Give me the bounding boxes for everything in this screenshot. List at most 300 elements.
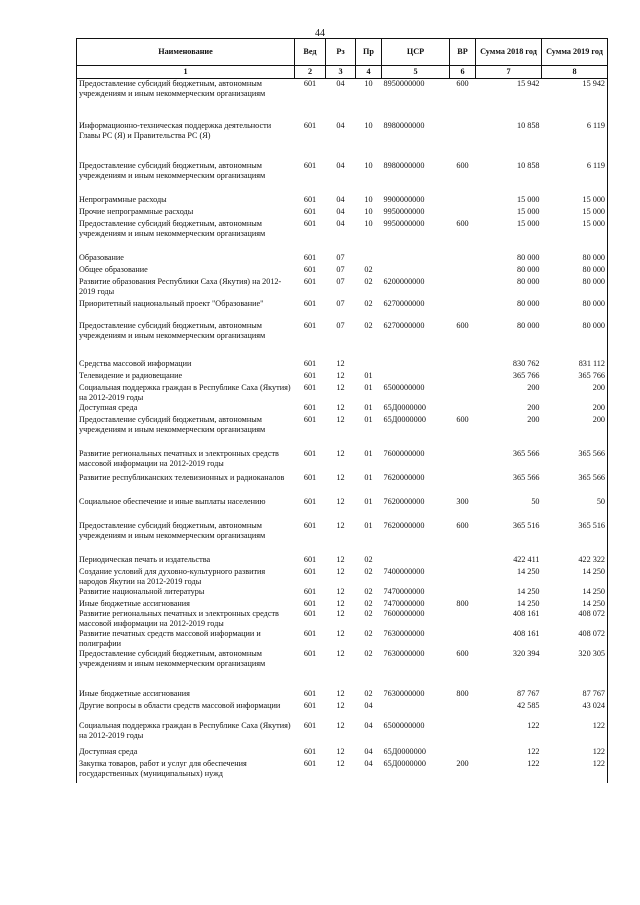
cell-sum-2019: 15 942 (582, 79, 605, 88)
cell-ved: 601 (303, 320, 317, 330)
cell-pr: 01 (364, 382, 373, 392)
cell-rz: 12 (336, 370, 345, 380)
cell-pr: 04 (364, 746, 373, 756)
table-row (77, 521, 608, 555)
cell-pr: 10 (364, 120, 373, 130)
cell-name: Информационно-техническая поддержка деятельности Главы РС (Я) и Правительства РС (Я) (79, 120, 272, 140)
cell-sum-2019: 200 (592, 402, 605, 412)
cell-sum-2019: 15 000 (582, 194, 605, 204)
table-row (77, 587, 608, 599)
cell-csr: 65Д0000000 (383, 402, 426, 412)
cell-vr (450, 747, 476, 759)
cell-sum-2018: 365 566 (512, 472, 540, 482)
cell-vr: 600 (456, 320, 469, 330)
cell-vr (450, 253, 476, 265)
cell-vr: 600 (456, 79, 469, 88)
cell-ved: 601 (303, 402, 317, 412)
cell-sum-2019: 365 566 (578, 472, 605, 482)
cell-name: Средства массовой информации (79, 358, 192, 368)
cell-sum-2018: 15 000 (516, 218, 540, 228)
cell-name: Предоставление субсидий бюджетным, автономным учреждениям и иным некоммерческим организациям (79, 160, 266, 180)
cell-name: Социальное обеспечение и иные выплаты населению (79, 496, 266, 506)
cell-ved: 601 (303, 648, 317, 658)
table-row (77, 649, 608, 689)
cell-sum-2019: 14 250 (582, 566, 605, 576)
cell-rz: 07 (336, 264, 345, 274)
cell-rz: 12 (336, 358, 345, 368)
cell-ved: 601 (303, 252, 317, 262)
table-header (77, 39, 608, 79)
cell-csr: 7470000000 (383, 586, 425, 596)
cell-csr: 6200000000 (383, 276, 425, 286)
cell-sum-2019: 15 000 (582, 218, 605, 228)
cell-sum-2019: 80 000 (582, 264, 605, 274)
cell-rz: 04 (336, 206, 345, 216)
cell-rz: 04 (336, 218, 345, 228)
cell-pr: 04 (364, 720, 373, 730)
cell-sum-2019: 87 767 (582, 688, 605, 698)
cell-sum-2018: 87 767 (516, 688, 540, 698)
cell-sum-2019: 200 (592, 414, 605, 424)
cell-ved: 601 (303, 264, 317, 274)
cell-ved: 601 (303, 160, 317, 170)
cell-rz: 12 (336, 746, 345, 756)
cell-csr: 65Д0000000 (383, 758, 426, 768)
cell-sum-2019: 408 072 (578, 608, 605, 618)
cell-name: Закупка товаров, работ и услуг для обеспечения государственных (муниципальных) нужд (79, 758, 247, 778)
cell-pr: 02 (364, 648, 373, 658)
cell-pr: 10 (364, 206, 373, 216)
cell-csr: 7620000000 (383, 520, 425, 530)
cell-sum-2018: 422 411 (513, 554, 540, 564)
cell-sum-2018: 14 250 (516, 598, 540, 608)
cell-vr (450, 609, 476, 629)
cell-csr: 7600000000 (383, 448, 425, 458)
cell-name: Создание условий для духовно-культурного развития народов Якутии на 2012-2019 годы (79, 566, 266, 586)
cell-ved: 601 (303, 120, 317, 130)
cell-rz: 12 (336, 520, 345, 530)
cell-sum-2019: 80 000 (582, 252, 605, 262)
cell-sum-2018: 408 161 (512, 628, 540, 638)
cell-csr: 65Д0000000 (383, 746, 426, 756)
cell-csr: 9950000000 (383, 206, 425, 216)
table-row (77, 747, 608, 759)
cell-csr (382, 253, 450, 265)
cell-vr: 600 (456, 218, 469, 228)
cell-sum-2018: 200 (527, 402, 540, 412)
cell-rz: 07 (336, 298, 345, 308)
cell-sum-2018: 320 394 (512, 648, 540, 658)
cell-pr: 01 (364, 448, 373, 458)
cell-csr: 6270000000 (383, 320, 425, 330)
cell-csr: 65Д0000000 (383, 414, 426, 424)
cell-sum-2019: 122 (592, 746, 605, 756)
cell-vr: 600 (456, 414, 469, 424)
cell-sum-2018: 122 (527, 758, 540, 768)
cell-vr (450, 555, 476, 567)
cell-ved: 601 (303, 370, 317, 380)
cell-csr (382, 371, 450, 383)
cell-pr: 02 (364, 598, 373, 608)
cell-sum-2019: 80 000 (582, 320, 605, 330)
cell-ved: 601 (303, 79, 317, 88)
cell-rz: 04 (336, 160, 345, 170)
cell-csr: 7630000000 (383, 648, 425, 658)
table-row (77, 359, 608, 371)
cell-ved: 601 (303, 566, 317, 576)
cell-sum-2019: 6 119 (586, 120, 605, 130)
cell-csr: 6270000000 (383, 298, 425, 308)
table-row (77, 599, 608, 609)
cell-vr (450, 371, 476, 383)
cell-pr: 02 (364, 554, 373, 564)
cell-name: Периодическая печать и издательства (79, 554, 211, 564)
cell-rz: 04 (336, 120, 345, 130)
cell-vr (450, 265, 476, 277)
cell-ved: 601 (303, 720, 317, 730)
cell-ved: 601 (303, 700, 317, 710)
cell-vr: 200 (456, 758, 469, 768)
cell-ved: 601 (303, 472, 317, 482)
cell-sum-2019: 50 (596, 496, 605, 506)
cell-ved: 601 (303, 448, 317, 458)
cell-sum-2018: 365 516 (512, 520, 540, 530)
header-rz: Рз (326, 39, 356, 66)
cell-name: Иные бюджетные ассигнования (79, 688, 190, 698)
cell-vr (450, 701, 476, 721)
table-row (77, 383, 608, 403)
cell-sum-2019: 365 516 (578, 520, 605, 530)
cell-pr: 01 (364, 520, 373, 530)
header-number: 2 (295, 66, 326, 79)
cell-csr: 7630000000 (383, 628, 425, 638)
header-number: 1 (77, 66, 295, 79)
cell-ved: 601 (303, 520, 317, 530)
cell-csr: 8980000000 (383, 160, 425, 170)
cell-sum-2018: 80 000 (516, 298, 540, 308)
header-number-row (77, 66, 608, 79)
cell-sum-2019: 365 766 (578, 370, 605, 380)
header-number: 8 (542, 66, 608, 79)
cell-sum-2018: 80 000 (516, 264, 540, 274)
cell-ved: 601 (303, 628, 317, 638)
cell-vr (450, 629, 476, 649)
cell-rz: 12 (336, 566, 345, 576)
cell-sum-2019: 422 322 (578, 554, 605, 564)
cell-pr: 02 (364, 688, 373, 698)
table-row (77, 195, 608, 207)
table-row (77, 629, 608, 649)
cell-rz: 12 (336, 448, 345, 458)
cell-pr: 04 (364, 700, 373, 710)
cell-name: Социальная поддержка граждан в Республике Саха (Якутия) на 2012-2019 годы (79, 720, 291, 740)
cell-name: Развитие региональных печатных и электронных средств массовой информации на 2012-2019 годы (79, 608, 279, 628)
cell-sum-2018: 15 000 (516, 206, 540, 216)
cell-name: Развитие региональных печатных и электронных средств массовой информации на 2012-2019 годы (79, 448, 279, 468)
header-pr: Пр (356, 39, 382, 66)
cell-pr: 01 (364, 370, 373, 380)
cell-name: Телевидение и радиовещание (79, 370, 183, 380)
cell-csr: 7620000000 (383, 496, 425, 506)
cell-name: Предоставление субсидий бюджетным, автономным учреждениям и иным некоммерческим организациям (79, 320, 266, 340)
cell-vr (450, 121, 476, 161)
cell-ved: 601 (303, 358, 317, 368)
table-row (77, 277, 608, 299)
cell-name: Предоставление субсидий бюджетным, автономным учреждениям и иным некоммерческим организациям (79, 414, 266, 434)
cell-sum-2019: 365 566 (578, 448, 605, 458)
cell-sum-2018: 200 (527, 414, 540, 424)
header-sum-2018: Сумма 2018 год (476, 39, 542, 66)
cell-name: Развитие печатных средств массовой информации и полиграфии (79, 628, 261, 648)
cell-csr: 6500000000 (383, 720, 425, 730)
cell-ved: 601 (303, 758, 317, 768)
cell-sum-2018: 15 942 (516, 79, 540, 88)
table-row (77, 121, 608, 161)
cell-sum-2018: 10 858 (516, 160, 540, 170)
cell-name: Предоставление субсидий бюджетным, автономным учреждениям и иным некоммерческим организациям (79, 79, 266, 98)
cell-pr: 01 (364, 402, 373, 412)
cell-name: Иные бюджетные ассигнования (79, 598, 190, 608)
cell-sum-2019: 6 119 (586, 160, 605, 170)
table-row (77, 449, 608, 473)
cell-sum-2019: 15 000 (582, 206, 605, 216)
cell-pr: 02 (364, 586, 373, 596)
cell-ved: 601 (303, 688, 317, 698)
cell-pr: 02 (364, 264, 373, 274)
cell-pr: 02 (364, 298, 373, 308)
table-row (77, 371, 608, 383)
cell-name: Развитие республиканских телевизионных и радиоканалов (79, 472, 285, 482)
cell-vr (450, 721, 476, 747)
cell-rz: 12 (336, 554, 345, 564)
cell-pr: 02 (364, 276, 373, 286)
table-row (77, 473, 608, 497)
table-row (77, 253, 608, 265)
table-row (77, 299, 608, 321)
table-row (77, 701, 608, 721)
cell-ved: 601 (303, 608, 317, 618)
cell-rz: 12 (336, 648, 345, 658)
cell-vr (450, 299, 476, 321)
cell-vr (450, 195, 476, 207)
cell-name: Непрограммные расходы (79, 194, 167, 204)
cell-pr: 01 (364, 472, 373, 482)
cell-vr: 600 (456, 520, 469, 530)
cell-ved: 601 (303, 554, 317, 564)
table-row (77, 219, 608, 253)
cell-pr: 01 (364, 414, 373, 424)
table-row (77, 265, 608, 277)
cell-csr: 8950000000 (383, 79, 425, 88)
cell-pr: 10 (364, 79, 373, 88)
header-vr: ВР (450, 39, 476, 66)
cell-csr: 6500000000 (383, 382, 425, 392)
table-row (77, 609, 608, 629)
cell-name: Предоставление субсидий бюджетным, автономным учреждениям и иным некоммерческим организациям (79, 520, 266, 540)
cell-sum-2018: 10 858 (516, 120, 540, 130)
cell-vr (450, 383, 476, 403)
cell-csr: 7630000000 (383, 688, 425, 698)
cell-ved: 601 (303, 586, 317, 596)
table-row (77, 207, 608, 219)
header-number: 7 (476, 66, 542, 79)
table-row (77, 161, 608, 195)
cell-vr: 600 (456, 648, 469, 658)
cell-ved: 601 (303, 414, 317, 424)
cell-sum-2018: 80 000 (516, 320, 540, 330)
cell-rz: 12 (336, 472, 345, 482)
header-name: Наименование (77, 39, 295, 66)
cell-pr: 02 (364, 320, 373, 330)
cell-name: Развитие образования Республики Саха (Якутия) на 2012-2019 годы (79, 276, 282, 296)
cell-name: Общее образование (79, 264, 148, 274)
table-row (77, 555, 608, 567)
cell-vr (450, 403, 476, 415)
cell-name: Приоритетный национальный проект "Образование" (79, 298, 264, 308)
cell-csr: 8980000000 (383, 120, 425, 130)
cell-ved: 601 (303, 206, 317, 216)
cell-vr (450, 473, 476, 497)
cell-vr: 600 (456, 160, 469, 170)
cell-pr: 10 (364, 160, 373, 170)
cell-ved: 601 (303, 746, 317, 756)
cell-csr: 7620000000 (383, 472, 425, 482)
cell-vr (450, 207, 476, 219)
cell-vr (450, 277, 476, 299)
cell-csr (382, 359, 450, 371)
cell-sum-2018: 200 (527, 382, 540, 392)
cell-rz: 12 (336, 598, 345, 608)
cell-vr (450, 567, 476, 587)
cell-pr: 02 (364, 628, 373, 638)
cell-vr (450, 587, 476, 599)
cell-sum-2018: 408 161 (512, 608, 540, 618)
cell-rz: 12 (336, 496, 345, 506)
cell-rz: 07 (336, 252, 345, 262)
cell-rz: 04 (336, 194, 345, 204)
table-row (77, 403, 608, 415)
table-row (77, 415, 608, 449)
cell-vr: 800 (456, 598, 469, 608)
budget-table (76, 38, 608, 783)
cell-sum-2019: 320 305 (578, 648, 605, 658)
header-number: 6 (450, 66, 476, 79)
cell-sum-2019: 80 000 (582, 276, 605, 286)
cell-sum-2019: 14 250 (582, 598, 605, 608)
cell-pr: 10 (364, 218, 373, 228)
cell-sum-2018: 14 250 (516, 586, 540, 596)
cell-rz: 12 (336, 758, 345, 768)
cell-sum-2018: 80 000 (516, 252, 540, 262)
cell-sum-2018: 14 250 (516, 566, 540, 576)
cell-sum-2018: 830 762 (512, 358, 540, 368)
cell-name: Другие вопросы в области средств массовой информации (79, 700, 281, 710)
table-row (77, 497, 608, 521)
cell-sum-2019: 43 024 (582, 700, 605, 710)
cell-rz: 07 (336, 276, 345, 286)
cell-rz: 12 (336, 720, 345, 730)
cell-rz: 12 (336, 414, 345, 424)
cell-sum-2019: 122 (592, 720, 605, 730)
cell-sum-2019: 122 (592, 758, 605, 768)
cell-rz: 07 (336, 320, 345, 330)
cell-sum-2019: 14 250 (582, 586, 605, 596)
cell-sum-2019: 80 000 (582, 298, 605, 308)
cell-csr: 9900000000 (383, 194, 425, 204)
table-row (77, 79, 608, 121)
cell-rz: 12 (336, 608, 345, 618)
cell-sum-2019: 408 072 (578, 628, 605, 638)
page-number: 44 (315, 28, 325, 39)
cell-vr (450, 449, 476, 473)
cell-rz: 12 (336, 586, 345, 596)
cell-ved: 601 (303, 598, 317, 608)
header-number: 5 (382, 66, 450, 79)
cell-ved: 601 (303, 496, 317, 506)
cell-csr: 7470000000 (383, 598, 425, 608)
cell-csr (382, 701, 450, 721)
cell-rz: 04 (336, 79, 345, 88)
cell-name: Прочие непрограммные расходы (79, 206, 194, 216)
cell-name: Развитие национальной литературы (79, 586, 205, 596)
cell-csr (382, 555, 450, 567)
cell-pr: 04 (364, 758, 373, 768)
cell-sum-2018: 365 566 (512, 448, 540, 458)
cell-pr: 02 (364, 608, 373, 618)
cell-ved: 601 (303, 382, 317, 392)
cell-pr (356, 253, 382, 265)
cell-vr (450, 359, 476, 371)
header-sum-2019: Сумма 2019 год (542, 39, 608, 66)
cell-vr: 800 (456, 688, 469, 698)
cell-pr: 02 (364, 566, 373, 576)
table-row (77, 689, 608, 701)
cell-rz: 12 (336, 700, 345, 710)
header-ved: Вед (295, 39, 326, 66)
header-row (77, 39, 608, 66)
table-row (77, 321, 608, 359)
cell-rz: 12 (336, 402, 345, 412)
cell-sum-2019: 200 (592, 382, 605, 392)
cell-vr: 300 (456, 496, 469, 506)
cell-sum-2018: 122 (527, 720, 540, 730)
cell-name: Предоставление субсидий бюджетным, автономным учреждениям и иным некоммерческим организациям (79, 218, 266, 238)
cell-sum-2018: 365 766 (512, 370, 540, 380)
header-csr: ЦСР (382, 39, 450, 66)
cell-sum-2018: 122 (527, 746, 540, 756)
header-number: 4 (356, 66, 382, 79)
cell-name: Доступная среда (79, 746, 138, 756)
header-number: 3 (326, 66, 356, 79)
cell-ved: 601 (303, 276, 317, 286)
cell-csr: 7400000000 (383, 566, 425, 576)
cell-sum-2018: 50 (531, 496, 540, 506)
cell-pr: 01 (364, 496, 373, 506)
table-row (77, 721, 608, 747)
cell-name: Образование (79, 252, 124, 262)
cell-rz: 12 (336, 628, 345, 638)
cell-name: Социальная поддержка граждан в Республике Саха (Якутия) на 2012-2019 годы (79, 382, 291, 402)
table-body (77, 79, 608, 783)
cell-name: Предоставление субсидий бюджетным, автономным учреждениям и иным некоммерческим организациям (79, 648, 266, 668)
cell-pr: 10 (364, 194, 373, 204)
cell-pr (356, 359, 382, 371)
cell-sum-2018: 15 000 (516, 194, 540, 204)
cell-csr: 9950000000 (383, 218, 425, 228)
cell-rz: 12 (336, 688, 345, 698)
cell-name: Доступная среда (79, 402, 138, 412)
cell-sum-2019: 831 112 (578, 358, 605, 368)
